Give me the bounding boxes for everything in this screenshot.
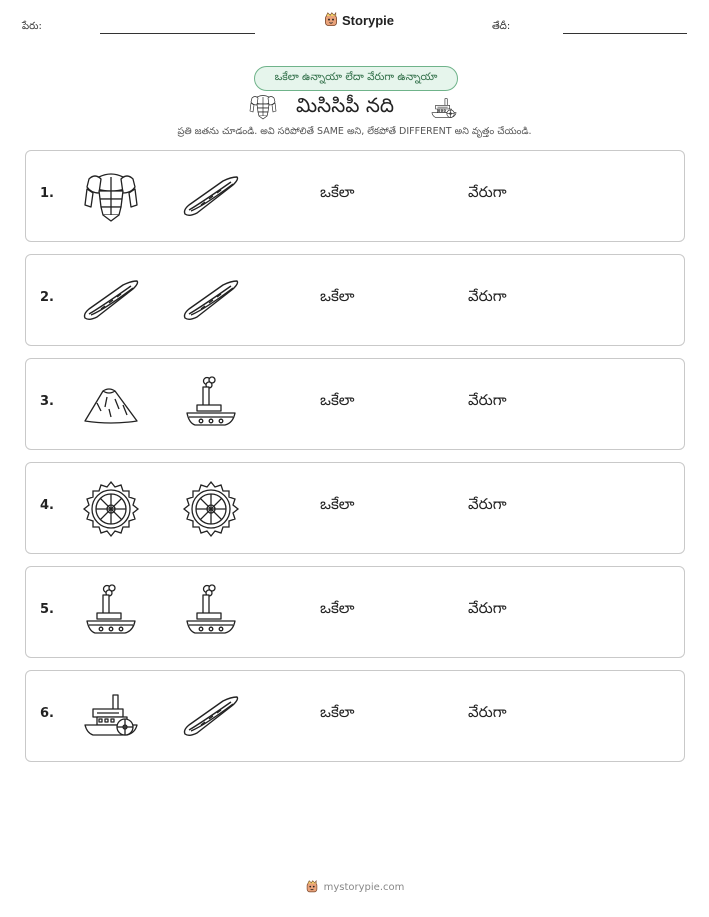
- date-field-line[interactable]: [563, 33, 687, 34]
- brand-name: Storypie: [342, 12, 395, 28]
- paddle-steamer-icon: [430, 95, 458, 123]
- option-different[interactable]: వేరుగా: [468, 183, 507, 201]
- storypie-mascot-icon: [305, 880, 319, 894]
- question-number: 6.: [40, 706, 54, 721]
- canoe-icon: [181, 271, 241, 331]
- paddle-steamer-icon: [81, 687, 141, 747]
- option-different[interactable]: వేరుగా: [468, 287, 507, 305]
- option-different[interactable]: వేరుగా: [468, 599, 507, 617]
- worksheet-type-pill: [254, 66, 458, 91]
- option-same[interactable]: ఒకేలా: [320, 599, 355, 617]
- steamboat-icon: [181, 583, 241, 643]
- question-number: 2.: [40, 290, 54, 305]
- question-number: 5.: [40, 602, 54, 617]
- armor-icon: [248, 92, 278, 122]
- question-card: [25, 566, 685, 658]
- question-card: [25, 358, 685, 450]
- option-different[interactable]: వేరుగా: [468, 391, 507, 409]
- steamboat-icon: [181, 375, 241, 435]
- date-label: తేదీ:: [492, 21, 511, 32]
- paddle-wheel-icon: [181, 479, 241, 539]
- footer-url[interactable]: mystorypie.com: [323, 881, 405, 893]
- option-same[interactable]: ఒకేలా: [320, 183, 355, 201]
- page-title: మిసిసిపీ నది: [296, 93, 394, 117]
- name-label: పేరు:: [22, 21, 42, 32]
- paddle-wheel-icon: [81, 479, 141, 539]
- question-number: 3.: [40, 394, 54, 409]
- question-card: [25, 670, 685, 762]
- brand-logo: [323, 12, 394, 28]
- question-number: 1.: [40, 186, 54, 201]
- storypie-mascot-icon: [323, 12, 339, 28]
- question-card: [25, 254, 685, 346]
- footer: [0, 880, 709, 894]
- question-card: [25, 150, 685, 242]
- option-same[interactable]: ఒకేలా: [320, 391, 355, 409]
- canoe-icon: [181, 687, 241, 747]
- canoe-icon: [181, 167, 241, 227]
- mountain-icon: [81, 375, 141, 435]
- option-different[interactable]: వేరుగా: [468, 495, 507, 513]
- option-different[interactable]: వేరుగా: [468, 703, 507, 721]
- instructions: ప్రతి జతను చూడండి. అవి సరిపోలితే SAME అని, లేకపోతే DIFFERENT అని వృత్తం చేయండి.: [177, 126, 532, 137]
- question-number: 4.: [40, 498, 54, 513]
- option-same[interactable]: ఒకేలా: [320, 287, 355, 305]
- question-card: [25, 462, 685, 554]
- option-same[interactable]: ఒకేలా: [320, 703, 355, 721]
- steamboat-icon: [81, 583, 141, 643]
- canoe-icon: [81, 271, 141, 331]
- armor-icon: [81, 167, 141, 227]
- title-row: [0, 92, 709, 120]
- worksheet-type-text: ఒకేలా ఉన్నాయా లేదా వేరుగా ఉన్నాయా: [274, 71, 438, 83]
- name-field-line[interactable]: [100, 33, 255, 34]
- option-same[interactable]: ఒకేలా: [320, 495, 355, 513]
- worksheet-header: [0, 12, 709, 42]
